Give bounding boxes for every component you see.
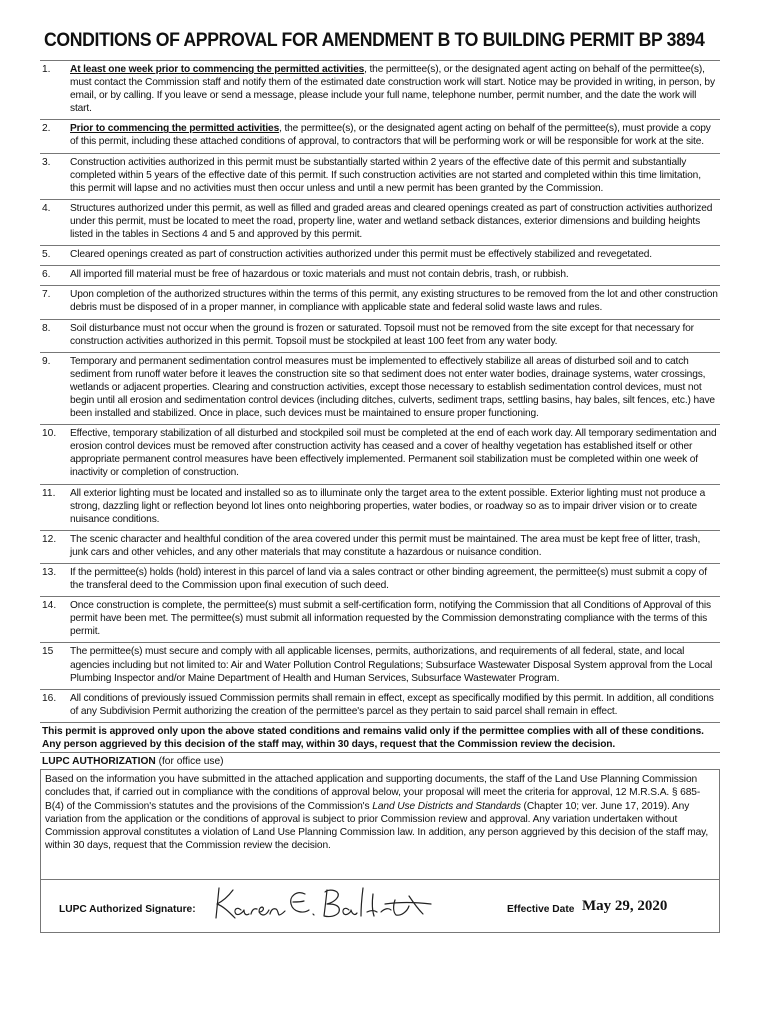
condition-number: 13.: [42, 567, 57, 578]
condition-body: The scenic character and healthful condition of the area covered under this permit must be maintained. The area must be kept free of litter, trash, junk cars and other vehicles, and any other materials that may constitute a hazardous or nuisance condition.: [70, 533, 701, 558]
condition-row: [40, 265, 720, 285]
condition-text: [70, 154, 720, 199]
condition-text: [70, 564, 720, 596]
condition-text: [70, 531, 720, 563]
condition-row: [40, 199, 720, 245]
condition-text: [70, 485, 720, 530]
condition-number: 3.: [42, 156, 51, 168]
conditions-table: [40, 60, 720, 933]
condition-body: All conditions of previously issued Commission permits shall remain in effect, except as specifically modified by this permit. In addition, all conditions of any Subdivision Permit authorizing the creation of the permittee's parcel as they pertain to said parcel shall remain in effect.: [70, 692, 714, 717]
condition-number: 1.: [42, 64, 51, 75]
condition-row: [40, 119, 720, 152]
condition-body: Cleared openings created as part of construction activities authorized under this permit must be effectively stabilized and revegetated.: [70, 249, 652, 261]
document-title: CONDITIONS OF APPROVAL FOR AMENDMENT B TO BUILDING PERMIT BP 3894: [44, 30, 705, 51]
condition-row: [40, 319, 720, 352]
condition-text: [70, 425, 720, 483]
approval-notice: This permit is approved only upon the above stated conditions and remains valid only if the permittee complies with all of these conditions. Any person aggrieved by this decision of the staff may, within 30 days, request that the Commission review the decision.: [40, 722, 720, 752]
condition-number: 11.: [42, 487, 56, 499]
condition-body: Once construction is complete, the permittee(s) must submit a self-certification form, notifying the Commission that all Conditions of Approval of this permit have been met. The permittee(s) must submit all information requested by the Commission demonstrating compliance with the terms of this permit.: [70, 600, 711, 638]
authorization-heading-label: LUPC AUTHORIZATION: [42, 756, 156, 768]
condition-body: All exterior lighting must be located and installed so as to illuminate only the target area to the extent possible. Exterior lighting must not produce a strong, dazzling light or reflection beyond lot lines onto neighboring properties, water bodies, or roadway so as to impair driver vision or to create nuisance conditions.: [70, 487, 706, 525]
signature-row: [40, 880, 720, 933]
handwritten-signature: [209, 880, 449, 924]
condition-row: [40, 530, 720, 563]
condition-body: All imported fill material must be free of hazardous or toxic materials and must not contain debris, trash, or rubbish.: [70, 269, 569, 281]
condition-number: 8.: [42, 322, 51, 334]
condition-body: Temporary and permanent sedimentation control measures must be implemented to effectively stabilize all areas of disturbed soil and to catch sediment from runoff water before it leaves the construction site so that sediment does not enter water bodies, drainage systems, water crossings, wetlands or adjacent properties. Clearing and construction activities, except those necessary to establish sedimentation control devices, must not begin until all erosion and sedimentation control devices (including ditches, culverts, sediment traps, settling basins, hay bales, silt fences, etc.) have been installed and stabilized. Once in place, such devices must be maintained to ensure proper functioning.: [70, 355, 715, 420]
condition-row: [40, 153, 720, 199]
condition-body: , the permittee(s), or the designated agent acting on behalf of the permittee(s), must contact the Commission staff and notify them of the estimated date construction work will start. Notice may be provided in writing, in person, by email, or by calling. If you leave or send a message, please include your full name, telephone number, permit number, and the date the work will start.: [70, 64, 715, 115]
condition-number: 5.: [42, 249, 51, 261]
authorization-body-post: (Chapter 10; ver. June 17, 2019). Any variation from the application or the conditions of approval is subject to prior Commission review and approval. Any variation undertaken without Commission approval constitutes a violation of Land Use Planning Commission law. In addition, any person aggrieved by this decision of the staff may, within 30 days, request that the Commission review the decision.: [45, 800, 709, 851]
condition-row: [40, 285, 720, 318]
condition-number: 15: [42, 646, 54, 658]
condition-row: [40, 352, 720, 424]
condition-body: , the permittee(s), or the designated agent acting on behalf of the permittee(s), must provide a copy of this permit, including these attached conditions of approval, to contractors that will be performing work or will be responsible for work at the site.: [70, 123, 711, 148]
authorization-body: [40, 769, 720, 880]
condition-number: 12.: [42, 533, 57, 545]
condition-row: [40, 424, 720, 483]
condition-body: Upon completion of the authorized structures within the terms of this permit, any existing structures to be removed from the lot and other construction debris must be disposed of in a proper manner, in compliance with applicable state and federal solid waste laws and rules.: [70, 289, 718, 314]
condition-number: 9.: [42, 355, 51, 367]
condition-text: [70, 246, 720, 265]
condition-body: If the permittee(s) holds (hold) interest in this parcel of land via a sales contract or other binding agreement, the permittee(s) must submit a copy of the transferal deed to the Commission upon final execution of such deed.: [70, 567, 707, 592]
condition-text: [70, 597, 720, 642]
authorization-body-pre: Based on the information you have submitted in the attached application and supporting documents, the staff of the Land Use Planning Commission concludes that, if carried out in compliance with the conditions of approval below, your proposal will meet the criteria for approval, 12 M.R.S.A. § 685-B(4) of the Commission's statutes and the provisions of the Commission's: [45, 774, 701, 812]
condition-number: 4.: [42, 202, 51, 214]
condition-body: Effective, temporary stabilization of all disturbed and stockpiled soil must be completed at the end of each work day. All temporary sedimentation and erosion control devices must be removed after construction activity has ceased and a cover of healthy vegetation has established itself or other appropriate permanent control measures have been effectively implemented. Permanent soil stabilization must be completed within one week of inactivity or completion of construction.: [70, 428, 717, 479]
condition-text: [70, 353, 720, 424]
condition-body: The permittee(s) must secure and comply with all applicable licenses, permits, authorizations, and requirements of all federal, state, and local agencies including but not limited to: Air and Water Pollution Control Regulations; Subsurface Wastewater Disposal System approval from the Local Plumbing Inspector and/or Maine Department of Health and Human Services, Subsurface Wastewater Program.: [70, 646, 713, 684]
condition-row: [40, 484, 720, 530]
condition-body: Soil disturbance must not occur when the ground is frozen or saturated. Topsoil must not be removed from the site except for that necessary for construction activities authorized in this permit. Topsoil must be stockpiled at least 100 feet from any water body.: [70, 322, 694, 347]
condition-row: [40, 245, 720, 265]
authorization-heading: [40, 752, 720, 769]
condition-number: 16.: [42, 692, 57, 704]
conditions-list: [40, 60, 720, 722]
condition-number: 6.: [42, 269, 51, 281]
condition-number: 10.: [42, 428, 57, 440]
condition-text: [70, 690, 720, 722]
condition-number: 7.: [42, 289, 51, 301]
condition-row: [40, 642, 720, 688]
condition-number: 14.: [42, 600, 57, 612]
condition-text: [70, 200, 720, 245]
condition-row: [40, 689, 720, 722]
condition-body: Structures authorized under this permit, as well as filled and graded areas and cleared openings created as part of construction activities authorized under this permit, must be located to meet the road, property line, water and wetland setback distances, exterior dimensions and building heights listed in the tables in Sections 4 and 5 and approved by this permit.: [70, 202, 713, 241]
condition-row: [40, 563, 720, 596]
authorization-body-italic: Land Use Districts and Standards: [372, 800, 521, 812]
signature-label: LUPC Authorized Signature:: [59, 904, 196, 916]
condition-lead: At least one week prior to commencing the permitted activities: [70, 64, 365, 75]
condition-text: [70, 120, 720, 152]
condition-text: [70, 320, 720, 352]
condition-lead: Prior to commencing the permitted activities: [70, 123, 280, 135]
condition-text: [70, 61, 720, 119]
condition-number: 2.: [42, 123, 51, 135]
authorization-heading-note: (for office use): [155, 756, 224, 768]
condition-row: [40, 596, 720, 642]
condition-body: Construction activities authorized in this permit must be substantially started within 2 years of the effective date of this permit and substantially completed within 5 years of the effective date of this permit. If such construction activities are not started and completed within this time limitation, this permit will lapse and no activities must then occur unless and until a new permit has been granted by the Commission.: [70, 156, 701, 194]
condition-row: [40, 60, 720, 119]
effective-date-label: Effective Date: [507, 904, 575, 916]
condition-text: [70, 643, 720, 688]
condition-text: [70, 286, 720, 318]
condition-text: [70, 266, 720, 285]
effective-date-value: May 29, 2020: [582, 898, 668, 915]
